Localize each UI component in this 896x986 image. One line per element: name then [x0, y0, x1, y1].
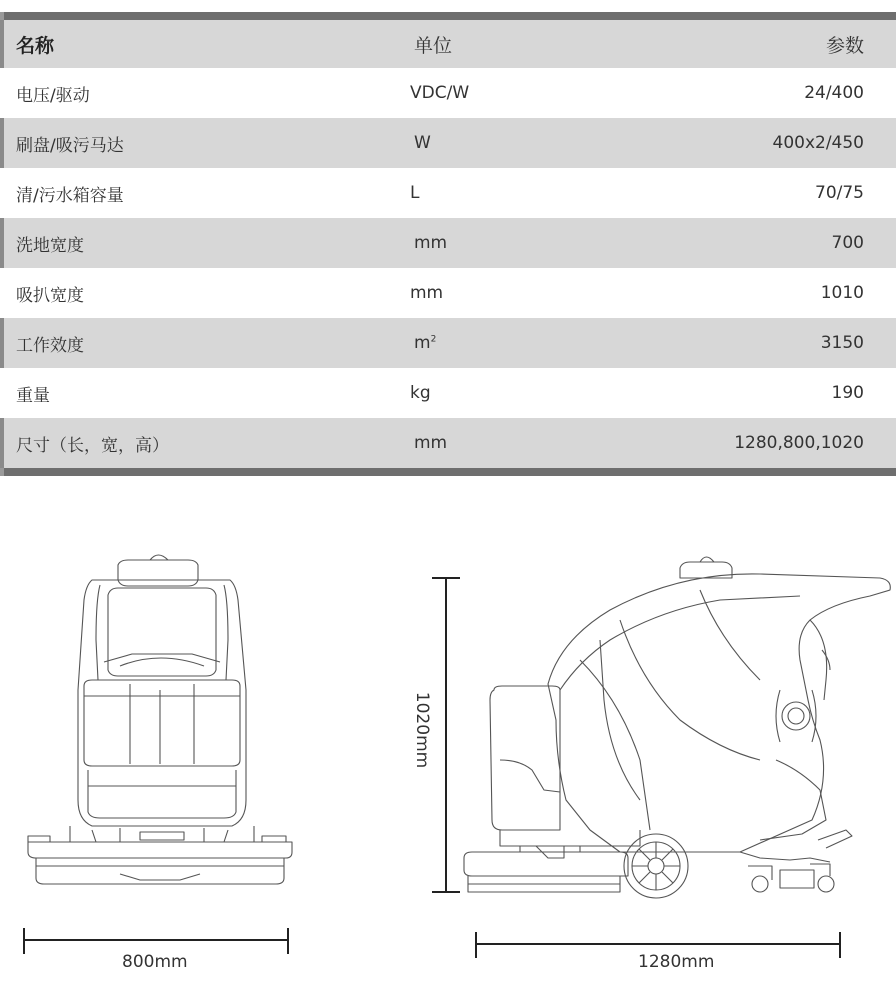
row-value: 24/400 — [804, 83, 864, 103]
header-value: 参数 — [825, 34, 864, 57]
row-unit-superscript: 2 — [430, 334, 437, 345]
row-name: 刷盘/吸污马达 — [16, 135, 124, 156]
row-name: 吸扒宽度 — [16, 285, 84, 306]
row-value: 190 — [831, 383, 864, 403]
row-name: 清/污水箱容量 — [16, 185, 124, 206]
row-value: 1280,800,1020 — [734, 433, 864, 453]
row-unit: mm — [414, 233, 448, 253]
row-unit: L — [410, 183, 420, 203]
side-height-dimension — [432, 578, 460, 892]
row-unit: VDC/W — [410, 83, 470, 103]
row-name: 重量 — [16, 385, 50, 406]
row-name: 工作效度 — [16, 335, 84, 356]
side-height-label: 1020mm — [412, 691, 433, 769]
row-value: 70/75 — [815, 183, 864, 203]
row-name: 电压/驱动 — [16, 85, 90, 106]
header-unit: 单位 — [414, 34, 453, 57]
row-unit-base: m — [414, 333, 431, 353]
front-width-dimension — [24, 928, 288, 954]
header-name: 名称 — [16, 34, 55, 57]
row-unit: mm — [414, 433, 448, 453]
row-unit: mm — [410, 283, 444, 303]
row-value: 700 — [831, 233, 864, 253]
row-unit: W — [414, 133, 431, 153]
row-value: 3150 — [820, 333, 864, 353]
row-unit: kg — [410, 383, 431, 403]
row-value: 1010 — [820, 283, 864, 303]
side-length-label: 1280mm — [638, 952, 715, 972]
row-value: 400x2/450 — [772, 133, 864, 153]
front-view-drawing — [28, 555, 292, 884]
front-width-label: 800mm — [122, 952, 188, 972]
side-view-drawing — [464, 557, 890, 898]
row-name: 尺寸（长，宽，高） — [16, 435, 169, 456]
row-name: 洗地宽度 — [16, 235, 84, 256]
